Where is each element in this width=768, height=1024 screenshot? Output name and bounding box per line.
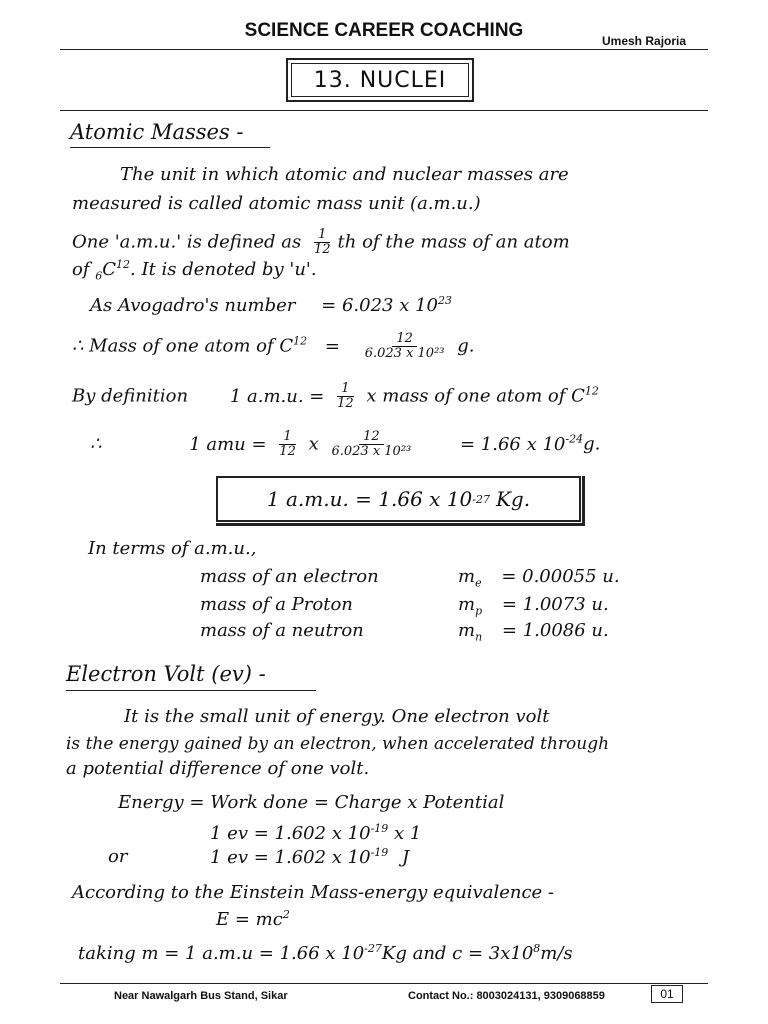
text-segment: g. — [457, 335, 475, 357]
fraction-denominator: 12 — [314, 242, 331, 257]
text-line: It is the small unit of energy. One electron volt — [124, 706, 550, 727]
text-segment: As Avogadro's number — [90, 295, 296, 316]
carbon-symbol: C — [102, 259, 117, 280]
text-segment: By definition — [72, 385, 189, 407]
result-value: 1 a.m.u. = 1.66 x 10 — [266, 487, 473, 511]
fraction-numerator: 1 — [337, 382, 353, 397]
exponent: -24 — [565, 432, 584, 446]
definition-line — [72, 258, 317, 283]
text-segment: g. — [583, 433, 601, 455]
text-segment: One 'a.m.u.' is defined as — [72, 231, 302, 253]
fraction-denominator: 6.023 x 10²³ — [331, 444, 412, 459]
mass-number: 12 — [293, 334, 308, 348]
header-title: SCIENCE CAREER COACHING — [244, 20, 524, 41]
section-heading-atomic-masses: Atomic Masses - — [70, 120, 244, 144]
ev-equation — [210, 846, 409, 868]
chapter-title — [286, 58, 474, 102]
footer-contact: Contact No.: 8003024131, 9309068859 — [408, 990, 605, 1002]
text-segment: = 6.023 x 10 — [321, 295, 438, 316]
particle-value: = 0.00055 u. — [501, 566, 620, 587]
fraction-denominator: 6.023 x 10²³ — [364, 346, 445, 361]
definition-line — [72, 228, 570, 257]
header-author: Umesh Rajoria — [602, 34, 687, 48]
section-heading-electron-volt: Electron Volt (ev) - — [66, 662, 266, 686]
exponent: -19 — [370, 846, 389, 859]
result-unit: Kg. — [495, 487, 531, 511]
text-segment: ∴ Mass of one atom of C — [72, 335, 294, 357]
ev-equation — [210, 822, 421, 844]
text-segment: 1 amu = — [189, 433, 267, 455]
particle-symbol: m — [458, 620, 476, 641]
amu-value-line — [90, 430, 600, 459]
text-line: The unit in which atomic and nuclear masses are — [120, 164, 569, 185]
header-rule — [60, 49, 708, 50]
text-segment: 1 a.m.u. = — [229, 385, 325, 407]
text-segment: J — [402, 847, 410, 868]
text-segment: m/s — [540, 943, 573, 964]
text-segment: taking m = 1 a.m.u = 1.66 x 10 — [78, 943, 365, 964]
particle-subscript: e — [475, 576, 482, 590]
text-segment: th of the mass of an atom — [337, 231, 570, 253]
particle-row — [200, 566, 620, 590]
einstein-line: According to the Einstein Mass-energy equivalence - — [72, 882, 554, 903]
chapter-title-text: 13. NUCLEI — [313, 67, 447, 93]
fraction-numerator: 1 — [279, 430, 295, 445]
text-segment: . It is denoted by 'u'. — [130, 259, 317, 280]
particle-row — [200, 620, 609, 644]
fraction-numerator: 12 — [392, 332, 417, 347]
particle-label: mass of a Proton — [200, 594, 353, 615]
fraction — [327, 430, 415, 459]
mass-number: 12 — [116, 258, 131, 271]
heading-underline — [70, 147, 270, 148]
text-segment: = — [324, 335, 340, 357]
particle-label: mass of a neutron — [200, 620, 364, 641]
result-box — [216, 476, 581, 522]
avogadro-line — [90, 294, 452, 316]
exponent: -27 — [364, 942, 382, 955]
fraction-numerator: 12 — [359, 430, 384, 445]
text-segment: x 1 — [394, 823, 422, 844]
text-line: a potential difference of one volt. — [66, 758, 370, 779]
exponent: -19 — [370, 822, 389, 835]
heading-underline — [66, 690, 316, 691]
or-label: or — [108, 846, 128, 867]
fraction — [333, 382, 358, 411]
mass-of-atom-line — [72, 332, 474, 361]
section-rule — [60, 110, 708, 111]
particle-subscript: p — [475, 604, 483, 618]
text-line: measured is called atomic mass unit (a.m.u.) — [72, 193, 481, 214]
exponent: 23 — [437, 294, 452, 307]
emc2-equation — [216, 908, 290, 930]
text-segment: E = mc — [216, 909, 283, 930]
fraction — [310, 228, 335, 257]
fraction-denominator: 12 — [279, 444, 296, 459]
text-segment: Kg and c = 3x10 — [381, 943, 534, 964]
page-number-text: 01 — [660, 987, 674, 1001]
energy-equation: Energy = Work done = Charge x Potential — [118, 792, 505, 813]
exponent: 8 — [533, 942, 541, 955]
particle-symbol: m — [458, 566, 476, 587]
particle-value: = 1.0086 u. — [501, 620, 609, 641]
footer-rule — [60, 983, 708, 984]
text-segment: x — [308, 433, 319, 455]
text-segment: 1 ev = 1.602 x 10 — [210, 823, 371, 844]
text-segment: = 1.66 x 10 — [459, 433, 566, 455]
taking-line — [78, 942, 573, 964]
particle-symbol: m — [458, 594, 476, 615]
fraction-denominator: 12 — [337, 396, 354, 411]
therefore-symbol: ∴ — [90, 433, 102, 455]
particle-row — [200, 594, 609, 618]
particle-value: = 1.0073 u. — [501, 594, 609, 615]
particle-subscript: n — [475, 630, 483, 644]
text-segment: of — [72, 259, 90, 280]
terms-label: In terms of a.m.u., — [88, 538, 257, 559]
mass-number: 12 — [584, 384, 599, 398]
particle-label: mass of an electron — [200, 566, 379, 587]
fraction — [361, 332, 449, 361]
page-number — [651, 985, 683, 1003]
text-segment: 1 ev = 1.602 x 10 — [210, 847, 371, 868]
definition-formula-line — [72, 382, 599, 411]
exponent: -27 — [472, 492, 490, 506]
text-segment: x mass of one atom of C — [366, 385, 585, 407]
exponent: 2 — [282, 908, 290, 921]
text-line: is the energy gained by an electron, when accelerated through — [66, 734, 610, 754]
atomic-number: 6 — [95, 269, 103, 283]
footer-address: Near Nawalgarh Bus Stand, Sikar — [114, 990, 288, 1002]
fraction — [275, 430, 300, 459]
fraction-numerator: 1 — [314, 228, 330, 243]
